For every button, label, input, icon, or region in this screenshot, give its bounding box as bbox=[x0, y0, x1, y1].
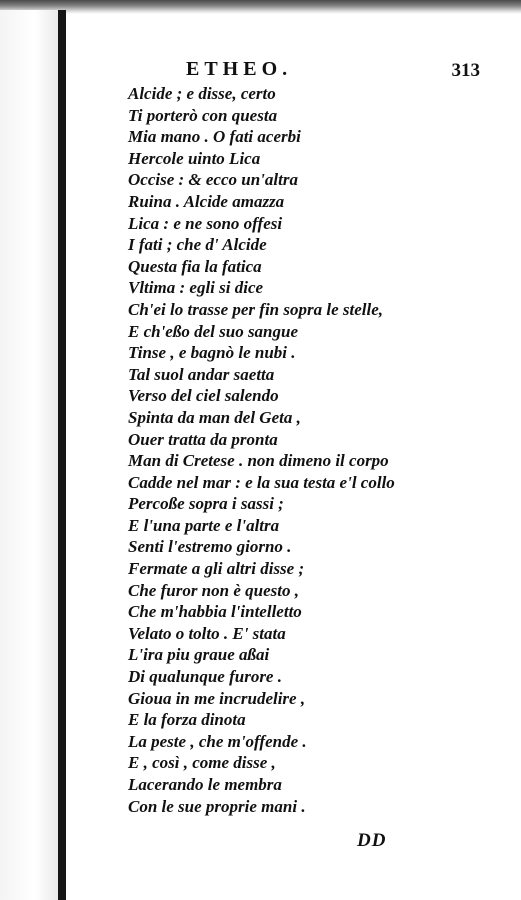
verse-line: Spinta da man del Geta , bbox=[128, 407, 301, 427]
verse-line: Alcide ; e disse, certo bbox=[128, 84, 276, 103]
verse-line: Occise : & ecco un'altra bbox=[128, 170, 298, 190]
verse-line: La peste , che m'offende . bbox=[128, 731, 307, 751]
verse-line: Questa fia la fatica bbox=[128, 256, 262, 276]
verse-line: Ouer tratta da pronta bbox=[128, 429, 278, 449]
verse-line: Hercole uinto Lica bbox=[128, 148, 261, 168]
verse-line: Verso del ciel salendo bbox=[128, 386, 279, 406]
verse-line: Di qualunque furore . bbox=[128, 667, 282, 687]
verse-line: Cadde nel mar : e la sua testa e'l collo bbox=[128, 472, 395, 492]
verse-line: Ti porterò con questa bbox=[128, 105, 278, 125]
verse-line: L'ira piu graue aßai bbox=[128, 645, 270, 665]
verse-line: Vltima : egli si dice bbox=[128, 278, 264, 298]
verse-line: Fermate a gli altri disse ; bbox=[128, 559, 305, 579]
verse-line: E , così , come disse , bbox=[128, 753, 276, 773]
gutter-shadow bbox=[0, 10, 58, 900]
running-title: ETHEO. bbox=[186, 58, 293, 80]
verse-line: Con le sue proprie mani . bbox=[128, 796, 306, 816]
verse-line: Man di Cretese . non dimeno il corpo bbox=[128, 451, 389, 471]
verse-line: Velato o tolto . E' stata bbox=[128, 623, 286, 643]
verse-line: Lica : e ne sono offesi bbox=[128, 213, 283, 233]
binding-gutter bbox=[58, 10, 66, 900]
page-number: 313 bbox=[451, 60, 480, 81]
page-top-edge bbox=[0, 0, 521, 14]
signature-mark: DD bbox=[357, 830, 387, 851]
verse-line: Gioua in me incrudelire , bbox=[128, 688, 306, 708]
verse-line: Senti l'estremo giorno . bbox=[128, 537, 292, 557]
verse-line: Mia mano . O fati acerbi bbox=[128, 127, 301, 147]
verse-line: Lacerando le membra bbox=[128, 775, 282, 794]
verse-line: Ch'ei lo trasse per fin sopra le stelle, bbox=[128, 299, 383, 319]
verse-line: Percoße sopra i sassi ; bbox=[128, 494, 284, 514]
verse-line: I fati ; che d' Alcide bbox=[128, 235, 267, 255]
verse-line: Tinse , e bagnò le nubi . bbox=[128, 343, 296, 363]
verse-line: E ch'eßo del suo sangue bbox=[128, 321, 299, 341]
verse-line: E la forza dinota bbox=[128, 710, 246, 730]
verse-block bbox=[128, 83, 448, 817]
verse-line: Tal suol andar saetta bbox=[128, 364, 275, 384]
verse-line: Che furor non è questo , bbox=[128, 580, 299, 600]
verse-line: E l'una parte e l'altra bbox=[128, 515, 280, 535]
verse-line: Che m'habbia l'intelletto bbox=[128, 602, 302, 622]
verse-line: Ruina . Alcide amazza bbox=[128, 191, 285, 211]
